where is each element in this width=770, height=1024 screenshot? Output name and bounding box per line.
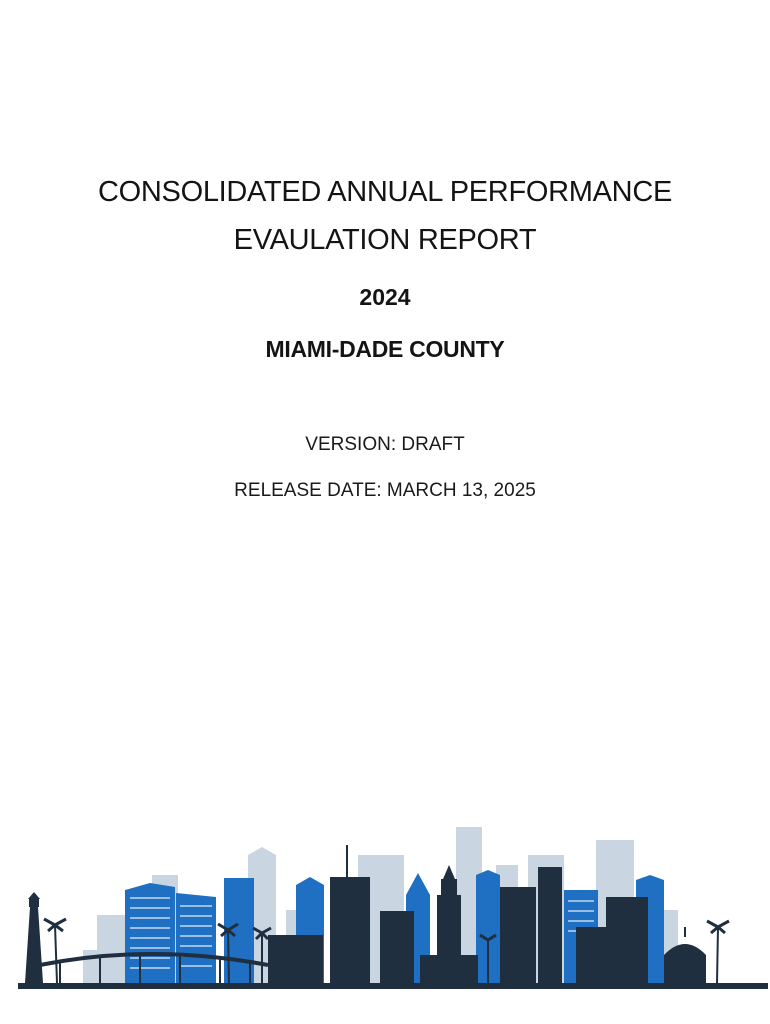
county-name: MIAMI-DADE COUNTY bbox=[265, 336, 505, 362]
release-date-label: RELEASE DATE: MARCH 13, 2025 bbox=[234, 480, 536, 501]
version-label: VERSION: DRAFT bbox=[305, 434, 465, 455]
report-title-line-1: CONSOLIDATED ANNUAL PERFORMANCE bbox=[97, 176, 672, 208]
ground-line bbox=[18, 983, 768, 989]
city-skyline-illustration bbox=[0, 815, 770, 995]
report-title-line-2: EVAULATION REPORT bbox=[233, 224, 537, 256]
report-year: 2024 bbox=[359, 284, 411, 310]
